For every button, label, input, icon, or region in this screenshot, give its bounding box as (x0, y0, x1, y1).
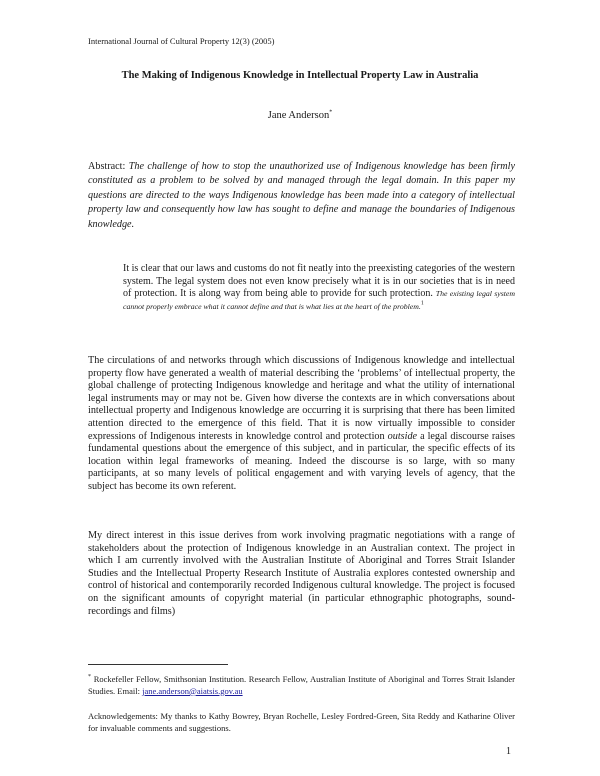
footnote-text: Rockefeller Fellow, Smithsonian Institution. Research Fellow, Australian Institute of Aboriginal and Torres Strait Islander Studies. Email: (88, 674, 515, 696)
footnote (88, 674, 515, 697)
email-link[interactable]: jane.anderson@aiatsis.gov.au (142, 685, 243, 696)
acknowledgements: Acknowledgements: My thanks to Kathy Bowrey, Bryan Rochelle, Lesley Fordred-Green, Sita Reddy and Katharine Oliver for invaluable comments and suggestions. (88, 711, 515, 733)
journal-header: International Journal of Cultural Property 12(3) (2005) (88, 36, 275, 46)
paper-title: The Making of Indigenous Knowledge in Intellectual Property Law in Australia (121, 70, 479, 81)
para1-part-b: a legal discourse raises fundamental questions about the emergence of this subject, and in particular, the specific effects of its location within legal frameworks of meaning. Indeed the discourse is so large, with so many participants, at so many levels of political engagement and with varying levels of agency, that the subject has become its own referent. (88, 430, 516, 492)
footnote-mark: * (88, 674, 91, 681)
para1-part-a: The circulations of and networks through which discussions of Indigenous knowledge and intellectual property flow have generated a wealth of material describing the ‘problems’ of intellectual property, the global challenge of protecting Indigenous knowledge and heritage and what the utility of international legal instruments may or may not be. Given how diverse the contexts are in which conversations about intellectual property and Indigenous knowledge are occurring it is surprising that there has been limited attention directed to the emergence of this field. That it is now virtually impossible to consider expressions of Indigenous interests in knowledge control and protection (88, 355, 515, 442)
footnote-divider (88, 664, 228, 665)
author-footnote-mark: * (329, 109, 333, 116)
abstract-text: The challenge of how to stop the unauthorized use of Indigenous knowledge has been firmly constituted as a problem to be solved by and managed through the legal domain. In this paper my questions are directed to the ways Indigenous knowledge has been made into a category of intellectual property law and consequently how law has sought to define and manage the boundaries of Indigenous knowledge. (88, 161, 516, 230)
author-line (0, 110, 600, 121)
abstract (88, 160, 515, 232)
page-number: 1 (506, 746, 511, 757)
body-paragraph-1 (88, 355, 515, 494)
author-name: Jane Anderson (267, 110, 330, 121)
block-quote (123, 263, 515, 313)
quote-italic: The existing legal system cannot properly embrace what it cannot define and that is what lies at the heart of the problem. (123, 289, 516, 311)
quote-text: It is clear that our laws and customs do not fit neatly into the preexisting categories of the western system. The legal system does not even know precisely what it is in our societies that is in need of protection. It is along way from being able to provide for such protection. (123, 263, 515, 300)
para1-emphasis: outside (387, 430, 418, 442)
abstract-label: Abstract: (88, 161, 126, 172)
quote-note-mark: 1 (420, 300, 424, 307)
body-paragraph-2: My direct interest in this issue derives from work involving pragmatic negotiations with a range of stakeholders about the protection of Indigenous knowledge in an Australian context. The project in which I am currently involved with the Australian Institute of Aboriginal and Torres Strait Islander Studies and the Intellectual Property Research Institute of Australia explores contested ownership and control of historical and contemporarily recorded Indigenous cultural knowledge. The project is focused on the significant amounts of copyright material (in particular ethnographic photographs, sound-recordings and films) (88, 530, 515, 617)
